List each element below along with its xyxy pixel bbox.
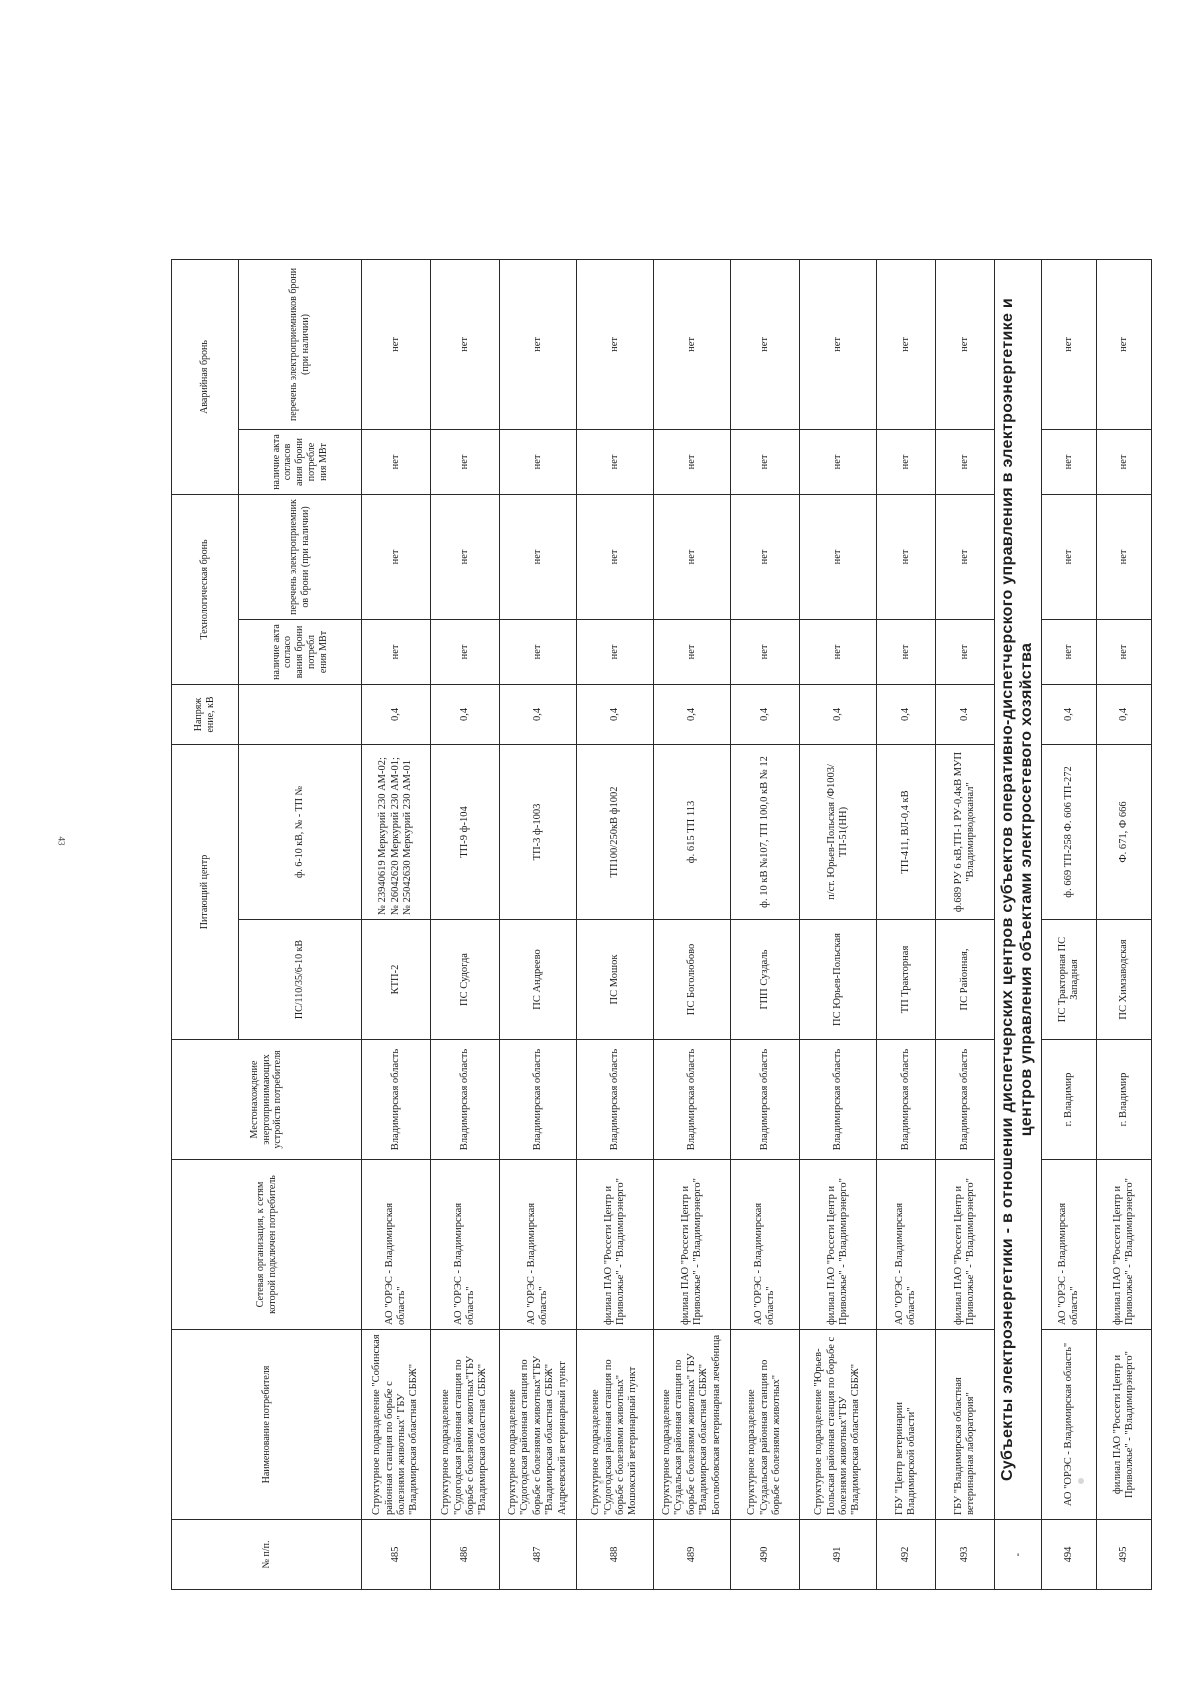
reserve-register-table — [171, 259, 1152, 1590]
cell-voltage: 0,4 — [431, 684, 500, 744]
cell-grid-org: АО "ОРЭС - Владимирская область" — [431, 1160, 500, 1330]
cell-feed-ps: ГПП Суздаль — [731, 920, 800, 1040]
cell-grid-org: АО "ОРЭС - Владимирская область" — [500, 1160, 577, 1330]
cell-feed-line: ф. 615 ТП 113 — [654, 744, 731, 919]
table-row — [500, 259, 577, 1589]
cell-feed-line: ф.689 РУ 6 кВ,ТП-1 РУ-0,4кВ МУП "Владимирводоканал" — [936, 744, 995, 919]
cell-num: 492 — [877, 1520, 936, 1590]
cell-location: Владимирская область — [936, 1040, 995, 1160]
cell-grid-org: филиал ПАО "Россети Центр и Приволжье" - "Владимирэнерго" — [800, 1160, 877, 1330]
cell-consumer: ГБУ "Владимирская областная ветеринарная лаборатория" — [936, 1330, 995, 1520]
cell-num: 490 — [731, 1520, 800, 1590]
cell-tech-act: нет — [431, 619, 500, 684]
cell-emerg-act: нет — [362, 429, 431, 494]
col-header-tech-reserve: Технологическая бронь — [172, 494, 239, 684]
cell-feed-line: ф. 10 кВ №107, ТП 100,0 кВ № 12 — [731, 744, 800, 919]
cell-num: 494 — [1042, 1520, 1097, 1590]
cell-tech-act: нет — [936, 619, 995, 684]
cell-tech-list: нет — [1097, 494, 1152, 619]
cell-num: 493 — [936, 1520, 995, 1590]
col-header-consumer: Наименование потребителя — [172, 1330, 362, 1520]
col-header-grid-org: Сетевая организация, к сетям которой подключен потребитель — [172, 1160, 362, 1330]
col-header-voltage-blank — [239, 684, 362, 744]
cell-voltage: 0,4 — [1042, 684, 1097, 744]
table-row — [936, 259, 995, 1589]
col-header-feed-center: Питающий центр — [172, 744, 239, 1039]
cell-voltage: 0,4 — [1097, 684, 1152, 744]
cell-grid-org: АО "ОРЭС - Владимирская область" — [877, 1160, 936, 1330]
cell-emerg-act: нет — [431, 429, 500, 494]
table-row — [577, 259, 654, 1589]
table-row — [431, 259, 500, 1589]
cell-grid-org: филиал ПАО "Россети Центр и Приволжье" - "Владимирэнерго" — [936, 1160, 995, 1330]
cell-emerg-list: нет — [362, 259, 431, 429]
section-title: Субъекты электроэнергетики - в отношении диспетчерских центров субъектов оперативно-диспетчерского управления в электроэнергетике и центров управления объектами электросетевого хозяйства — [995, 259, 1042, 1519]
cell-voltage: 0.4 — [936, 684, 995, 744]
cell-emerg-list: нет — [577, 259, 654, 429]
col-header-num: № п/п. — [172, 1520, 362, 1590]
cell-location: Владимирская область — [877, 1040, 936, 1160]
cell-emerg-act: нет — [577, 429, 654, 494]
cell-tech-list: нет — [936, 494, 995, 619]
cell-tech-list: нет — [500, 494, 577, 619]
cell-emerg-list: нет — [1097, 259, 1152, 429]
cell-emerg-act: нет — [731, 429, 800, 494]
cell-tech-list: нет — [577, 494, 654, 619]
cell-tech-list: нет — [431, 494, 500, 619]
col-header-feed-line: ф. 6-10 кВ, № - ТП № — [239, 744, 362, 919]
cell-location: Владимирская область — [362, 1040, 431, 1160]
cell-tech-list: нет — [877, 494, 936, 619]
cell-tech-act: нет — [362, 619, 431, 684]
cell-num: 491 — [800, 1520, 877, 1590]
cell-consumer: ГБУ "Центр ветеринарии Владимирской области" — [877, 1330, 936, 1520]
cell-tech-list: нет — [654, 494, 731, 619]
cell-consumer: Структурное подразделение "Судогодская районная станция по борьбе с болезнями животных"ГБУ "Владимирская областная СББЖ" Андреевский ветеринарный пункт — [500, 1330, 577, 1520]
cell-feed-line: ТП-9 ф-104 — [431, 744, 500, 919]
cell-grid-org: филиал ПАО "Россети Центр и Приволжье" - "Владимирэнерго" — [654, 1160, 731, 1330]
table-row — [877, 259, 936, 1589]
col-header-tech-act: наличие акта согласо вания брони потребл ения МВт — [239, 619, 362, 684]
col-header-feed-ps: ПС/110/35/6-10 кВ — [239, 920, 362, 1040]
table-row — [1042, 259, 1097, 1589]
cell-feed-ps: ПС Судогда — [431, 920, 500, 1040]
table-row — [800, 259, 877, 1589]
cell-emerg-act: нет — [1097, 429, 1152, 494]
cell-tech-act: нет — [500, 619, 577, 684]
cell-consumer: Структурное подразделение "Суздальская районная станция по борьбе с болезнями животных" — [731, 1330, 800, 1520]
cell-grid-org: АО "ОРЭС - Владимирская область" — [1042, 1160, 1097, 1330]
cell-num: 485 — [362, 1520, 431, 1590]
cell-emerg-act: нет — [500, 429, 577, 494]
cell-tech-act: нет — [731, 619, 800, 684]
cell-emerg-list: нет — [800, 259, 877, 429]
cell-emerg-list: нет — [431, 259, 500, 429]
cell-feed-line: ф. 669 ТП-258 Ф. 606 ТП-272 — [1042, 744, 1097, 919]
cell-voltage: 0,4 — [500, 684, 577, 744]
col-header-tech-list: перечень электроприемник ов брони (при наличии) — [239, 494, 362, 619]
cell-feed-line: ТП-411, ВЛ-0,4 кВ — [877, 744, 936, 919]
cell-feed-line: ТП-3 ф-1003 — [500, 744, 577, 919]
cell-location: Владимирская область — [654, 1040, 731, 1160]
cell-consumer: Структурное подразделение "Суздальская районная станция по борьбе с болезнями животных" ГБУ "Владимирская областная СББЖ" Боголюбовская ветеринарная лечебница — [654, 1330, 731, 1520]
cell-location: Владимирская область — [800, 1040, 877, 1160]
cell-grid-org: АО "ОРЭС - Владимирская область" — [362, 1160, 431, 1330]
cell-feed-line: ТП100/250кВ ф1002 — [577, 744, 654, 919]
table-row — [731, 259, 800, 1589]
cell-voltage: 0,4 — [577, 684, 654, 744]
cell-location: Владимирская область — [731, 1040, 800, 1160]
cell-feed-ps: ПС Мошок — [577, 920, 654, 1040]
cell-emerg-list: нет — [654, 259, 731, 429]
cell-emerg-list: нет — [1042, 259, 1097, 429]
cell-grid-org: филиал ПАО "Россети Центр и Приволжье" - "Владимирэнерго" — [1097, 1160, 1152, 1330]
cell-emerg-act: нет — [800, 429, 877, 494]
cell-consumer: Структурное подразделение "Собинская районная станция по борьбе с болезнями животных" ГБУ "Владимирская областная СББЖ" — [362, 1330, 431, 1520]
cell-feed-ps: ПС Районная, — [936, 920, 995, 1040]
cell-feed-ps: ПС Химзаводская — [1097, 920, 1152, 1040]
col-header-voltage: Напряж ение, кВ — [172, 684, 239, 744]
cell-location: г. Владимир — [1042, 1040, 1097, 1160]
cell-emerg-list: нет — [500, 259, 577, 429]
table-row — [654, 259, 731, 1589]
cell-consumer: филиал ПАО "Россети Центр и Приволжье" - "Владимирэнерго" — [1097, 1330, 1152, 1520]
cell-num: 487 — [500, 1520, 577, 1590]
cell-grid-org: филиал ПАО "Россети Центр и Приволжье" - "Владимирэнерго" — [577, 1160, 654, 1330]
cell-tech-act: нет — [577, 619, 654, 684]
cell-emerg-act: нет — [654, 429, 731, 494]
cell-grid-org: АО "ОРЭС - Владимирская область" — [731, 1160, 800, 1330]
cell-voltage: 0,4 — [800, 684, 877, 744]
col-header-emerg-reserve: Аварийная бронь — [172, 259, 239, 494]
cell-feed-ps: ПС Тракторная ПС Западная — [1042, 920, 1097, 1040]
cell-location: Владимирская область — [577, 1040, 654, 1160]
cell-consumer: Структурное подразделение "Юрьев-Польская районная станция по борьбе с болезнями животных"ГБУ "Владимирская областная СББЖ" — [800, 1330, 877, 1520]
rotated-table-container — [171, 260, 1135, 1590]
cell-emerg-list: нет — [877, 259, 936, 429]
table-row — [1097, 259, 1152, 1589]
cell-consumer: Структурное подразделение "Судогодская районная станция по борьбе с болезнями животных" Мошокский ветеринарный пункт — [577, 1330, 654, 1520]
cell-feed-ps: ПС Боголюбово — [654, 920, 731, 1040]
cell-num: 495 — [1097, 1520, 1152, 1590]
cell-emerg-list: нет — [936, 259, 995, 429]
cell-voltage: 0,4 — [731, 684, 800, 744]
cell-tech-act: нет — [1042, 619, 1097, 684]
cell-tech-list: нет — [1042, 494, 1097, 619]
section-header-row — [995, 259, 1042, 1589]
cell-feed-line: № 23940619 Меркурий 230 АМ-02; № 26042620 Меркурий 230 АМ-01; № 25042630 Меркурий 230 АМ-01 — [362, 744, 431, 919]
table-row — [362, 259, 431, 1589]
cell-feed-line: п/ст. Юрьев-Польская /Ф1003/ТП-51(НН) — [800, 744, 877, 919]
cell-location: г. Владимир — [1097, 1040, 1152, 1160]
cell-feed-ps: ТП Тракторная — [877, 920, 936, 1040]
cell-feed-line: Ф. 671, Ф 666 — [1097, 744, 1152, 919]
cell-consumer: АО "ОРЭС - Владимирская область" — [1042, 1330, 1097, 1520]
cell-tech-list: нет — [800, 494, 877, 619]
cell-consumer: Структурное подразделение "Судогодская районная станция по борьбе с болезнями животных"ГБУ "Владимирская областная СББЖ" — [431, 1330, 500, 1520]
cell-voltage: 0,4 — [654, 684, 731, 744]
cell-feed-ps: ПС Андреево — [500, 920, 577, 1040]
cell-voltage: 0,4 — [362, 684, 431, 744]
cell-location: Владимирская область — [431, 1040, 500, 1160]
cell-emerg-act: нет — [936, 429, 995, 494]
cell-feed-ps: КТП-2 — [362, 920, 431, 1040]
col-header-emerg-list: перечень электроприемников брони (при наличии) — [239, 259, 362, 429]
cell-emerg-act: нет — [877, 429, 936, 494]
cell-num: 489 — [654, 1520, 731, 1590]
cell-tech-act: нет — [877, 619, 936, 684]
cell-num: 486 — [431, 1520, 500, 1590]
cell-feed-ps: ПС Юрьев-Польская — [800, 920, 877, 1040]
cell-tech-act: нет — [1097, 619, 1152, 684]
cell-tech-list: нет — [731, 494, 800, 619]
cell-voltage: 0,4 — [877, 684, 936, 744]
section-num: - — [995, 1520, 1042, 1590]
cell-tech-list: нет — [362, 494, 431, 619]
cell-location: Владимирская область — [500, 1040, 577, 1160]
cell-num: 488 — [577, 1520, 654, 1590]
col-header-location: Местонахождение энергопринимающих устройств потребителя — [172, 1040, 362, 1160]
cell-emerg-act: нет — [1042, 429, 1097, 494]
cell-tech-act: нет — [654, 619, 731, 684]
cell-emerg-list: нет — [731, 259, 800, 429]
cell-tech-act: нет — [800, 619, 877, 684]
col-header-emerg-act: наличие акта согласов ания брони потребле ния МВт — [239, 429, 362, 494]
page-number-mark: 43 — [56, 836, 67, 846]
